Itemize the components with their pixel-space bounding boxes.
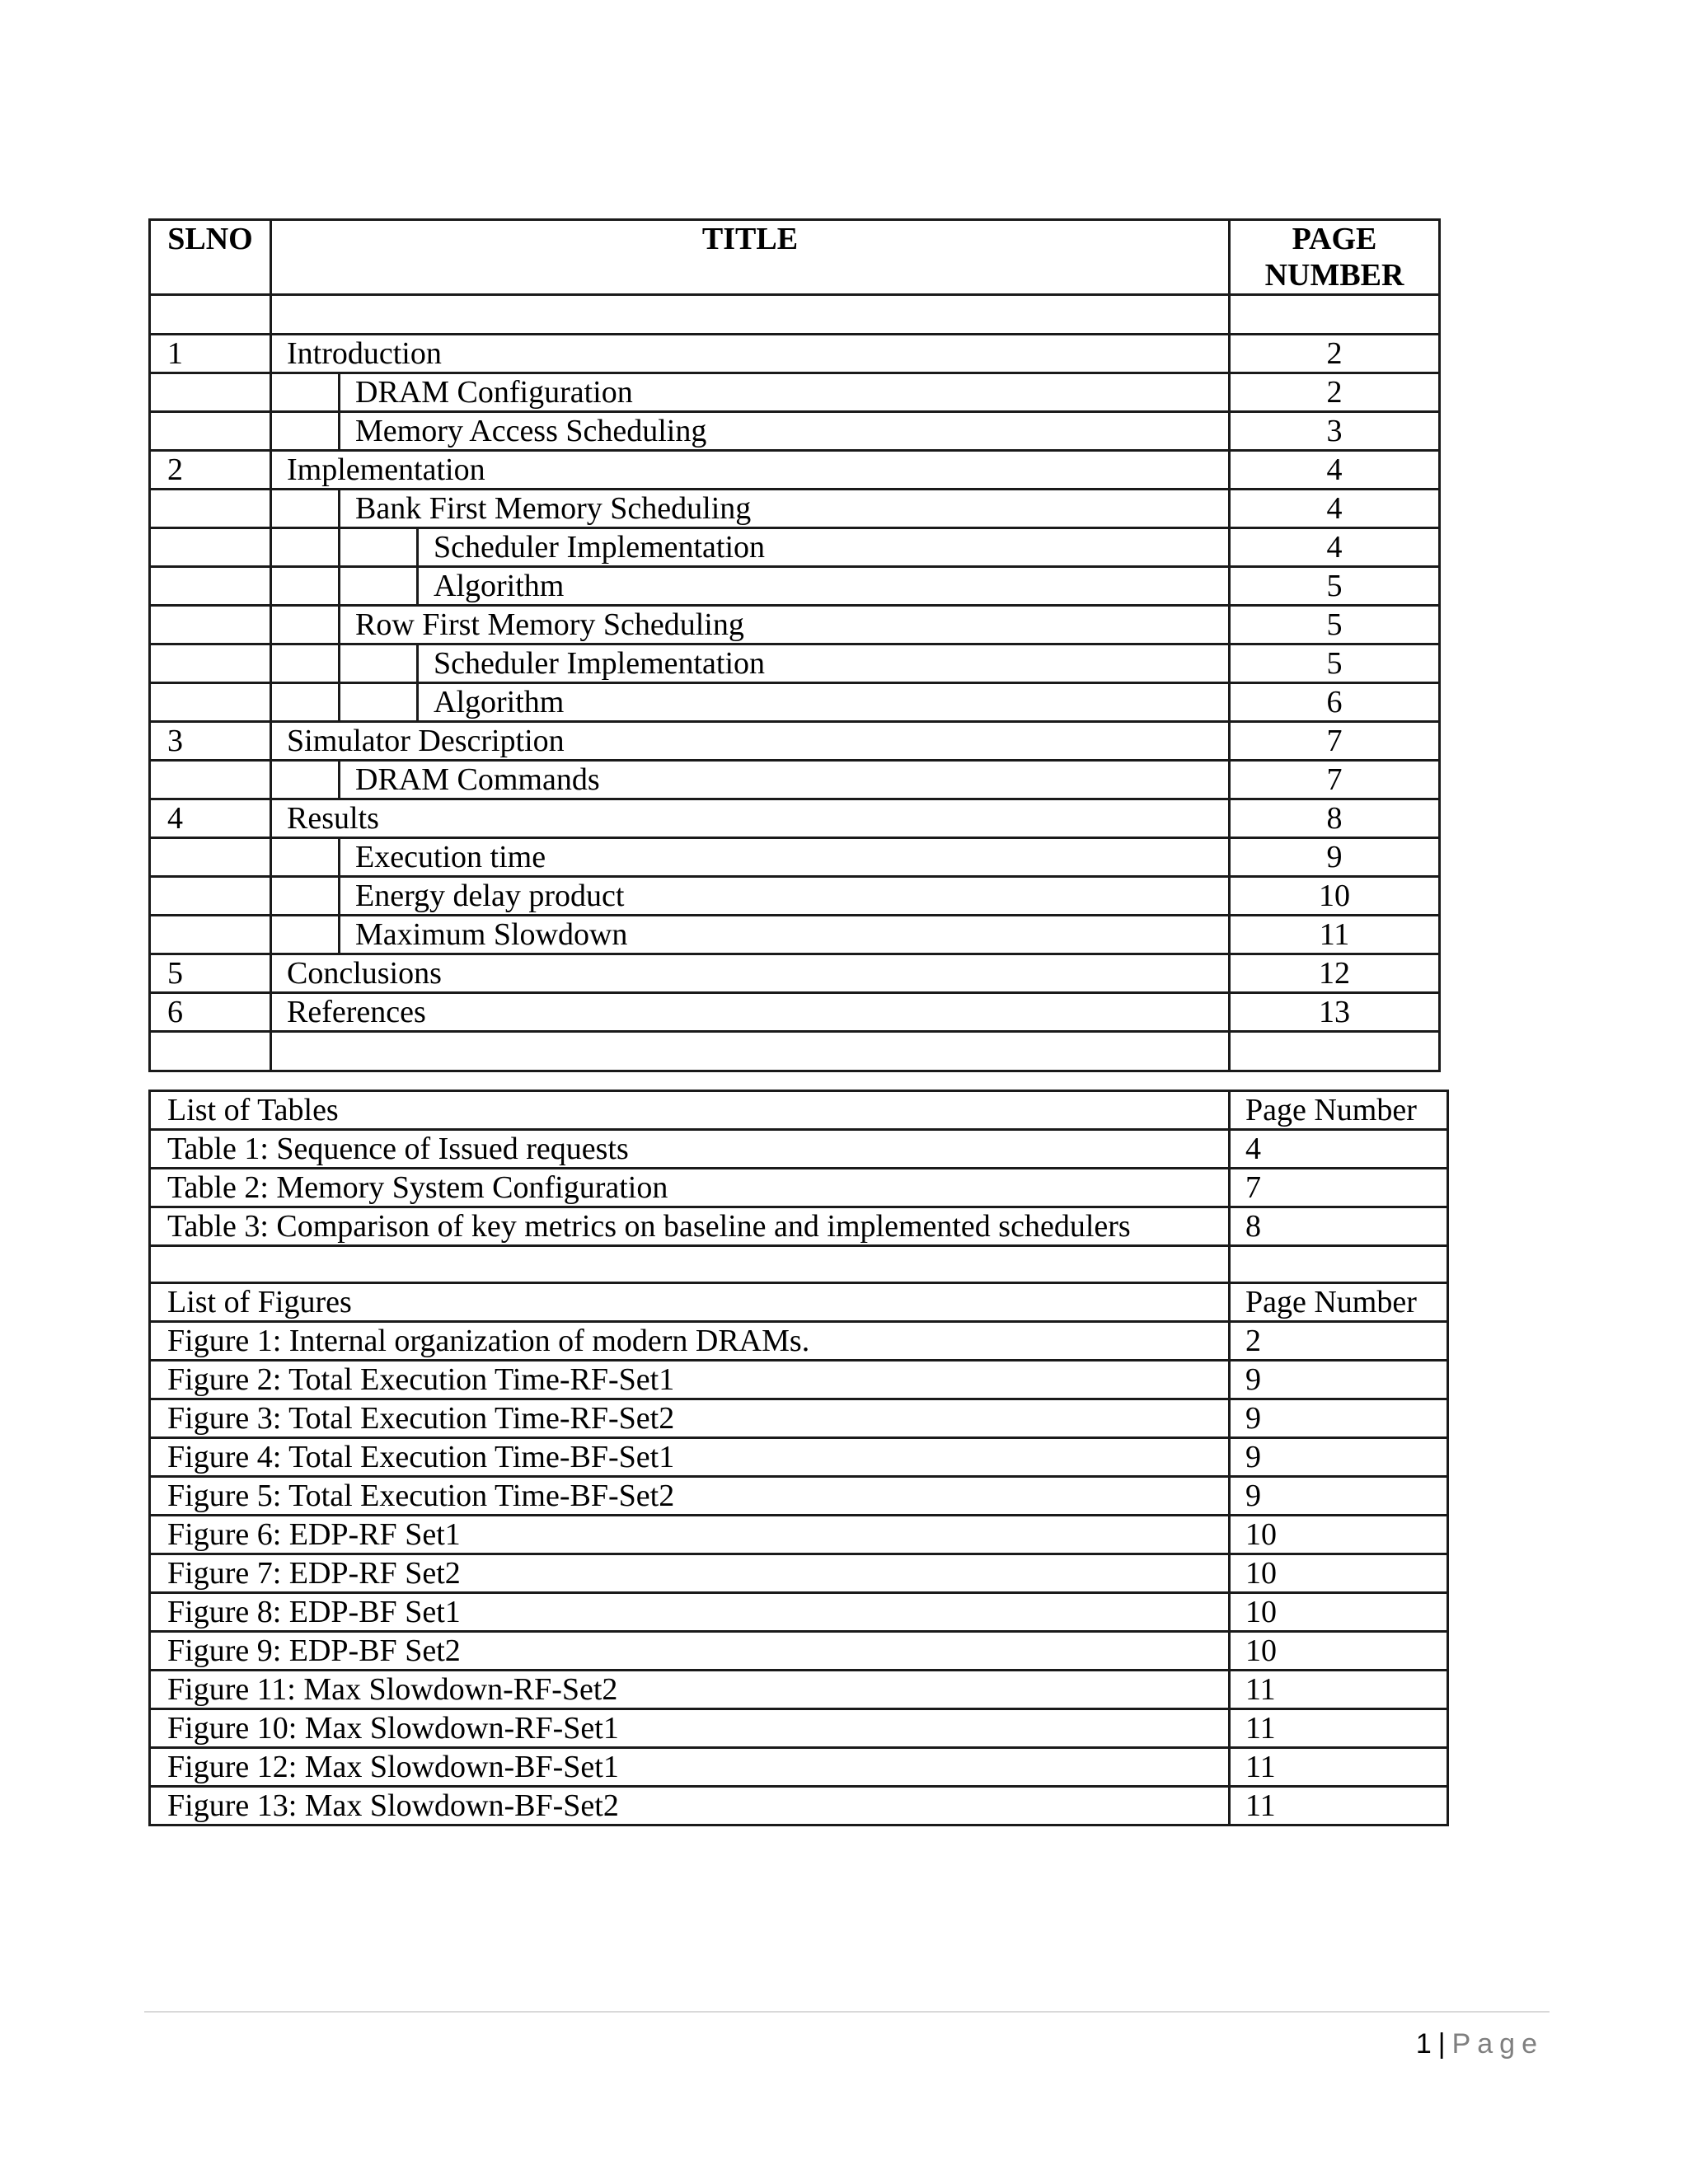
list-item-page: 11 — [1230, 1787, 1448, 1825]
toc-entry-title: Results — [271, 799, 1230, 838]
toc-entry-title: Simulator Description — [271, 722, 1230, 761]
list-item-title: Figure 11: Max Slowdown-RF-Set2 — [150, 1671, 1230, 1709]
toc-row — [150, 451, 1440, 490]
list-item-page: 9 — [1230, 1438, 1448, 1477]
toc-indent-cell — [271, 916, 340, 954]
toc-indent-cell — [271, 644, 340, 683]
toc-indent-cell — [271, 761, 340, 799]
list-item-page: 9 — [1230, 1361, 1448, 1399]
list-item-title: Figure 9: EDP-BF Set2 — [150, 1632, 1230, 1671]
page-footer — [1416, 2011, 1544, 2069]
toc-entry-title: Algorithm — [418, 683, 1230, 722]
list-item-title: Figure 8: EDP-BF Set1 — [150, 1593, 1230, 1632]
toc-entry-title: Implementation — [271, 451, 1230, 490]
toc-page-number: 13 — [1230, 993, 1440, 1032]
list-item-title: Figure 12: Max Slowdown-BF-Set1 — [150, 1748, 1230, 1787]
toc-indent-cell — [340, 528, 418, 567]
list-item-page: 9 — [1230, 1399, 1448, 1438]
toc-row — [150, 993, 1440, 1032]
list-item-page: 8 — [1230, 1207, 1448, 1246]
list-item-title: Figure 10: Max Slowdown-RF-Set1 — [150, 1709, 1230, 1748]
list-item-page: 11 — [1230, 1709, 1448, 1748]
toc-entry-title: Energy delay product — [340, 877, 1230, 916]
toc-entry-title: DRAM Configuration — [340, 373, 1230, 412]
list-item-page: 10 — [1230, 1554, 1448, 1593]
toc-row — [150, 567, 1440, 606]
toc-page-number: 8 — [1230, 799, 1440, 838]
title-header: TITLE — [271, 220, 1230, 295]
list-item-title: Figure 4: Total Execution Time-BF-Set1 — [150, 1438, 1230, 1477]
toc-section-number — [150, 528, 271, 567]
list-item-title: Figure 13: Max Slowdown-BF-Set2 — [150, 1787, 1230, 1825]
toc-row — [150, 683, 1440, 722]
toc-page-number: 6 — [1230, 683, 1440, 722]
tables-page-number-header: Page Number — [1230, 1091, 1448, 1130]
list-of-tables-header-row — [150, 1091, 1448, 1130]
list-item-title: Table 3: Comparison of key metrics on baseline and implemented schedulers — [150, 1207, 1230, 1246]
list-item — [150, 1632, 1448, 1671]
blank-row — [150, 1246, 1448, 1283]
list-item — [150, 1787, 1448, 1825]
list-item-page: 9 — [1230, 1477, 1448, 1516]
toc-page-number: 5 — [1230, 644, 1440, 683]
toc-page-number: 4 — [1230, 490, 1440, 528]
toc-indent-cell — [271, 683, 340, 722]
toc-section-number: 6 — [150, 993, 271, 1032]
spacer — [150, 1246, 1448, 1283]
list-item-page: 10 — [1230, 1593, 1448, 1632]
toc-section-number — [150, 877, 271, 916]
list-item-page: 11 — [1230, 1671, 1448, 1709]
list-of-figures-header-row — [150, 1283, 1448, 1322]
toc-section-number: 3 — [150, 722, 271, 761]
toc-section-number — [150, 683, 271, 722]
list-item — [150, 1130, 1448, 1169]
footer-separator: | — [1437, 2028, 1446, 2060]
toc-row — [150, 761, 1440, 799]
toc-row — [150, 335, 1440, 373]
toc-entry-title: Scheduler Implementation — [418, 644, 1230, 683]
toc-page-number: 12 — [1230, 954, 1440, 993]
toc-row — [150, 877, 1440, 916]
toc-page-number: 9 — [1230, 838, 1440, 877]
toc-section-number: 2 — [150, 451, 271, 490]
toc-section-number — [150, 373, 271, 412]
toc-indent-cell — [271, 567, 340, 606]
toc-row — [150, 954, 1440, 993]
toc-section-number — [150, 567, 271, 606]
page-number: 1 — [1415, 2028, 1432, 2060]
list-of-figures — [150, 1283, 1448, 1825]
list-item — [150, 1748, 1448, 1787]
toc-section-number: 5 — [150, 954, 271, 993]
toc-page-number: 7 — [1230, 722, 1440, 761]
toc-page-number: 10 — [1230, 877, 1440, 916]
toc-entry-title: Maximum Slowdown — [340, 916, 1230, 954]
blank-row — [150, 295, 1440, 335]
list-item-page: 7 — [1230, 1169, 1448, 1207]
footer-divider — [144, 2011, 1550, 2013]
toc-indent-cell — [271, 528, 340, 567]
toc-entry-title: Scheduler Implementation — [418, 528, 1230, 567]
toc-section-number — [150, 838, 271, 877]
toc-page-number: 2 — [1230, 373, 1440, 412]
list-item — [150, 1438, 1448, 1477]
list-item-title: Figure 6: EDP-RF Set1 — [150, 1516, 1230, 1554]
toc-entry-title: Execution time — [340, 838, 1230, 877]
toc-row — [150, 606, 1440, 644]
toc-indent-cell — [340, 683, 418, 722]
slno-header: SLNO — [150, 220, 271, 295]
toc-row — [150, 838, 1440, 877]
list-item-title: Figure 3: Total Execution Time-RF-Set2 — [150, 1399, 1230, 1438]
list-item-title: Figure 7: EDP-RF Set2 — [150, 1554, 1230, 1593]
figures-page-number-header: Page Number — [1230, 1283, 1448, 1322]
toc-row — [150, 528, 1440, 567]
toc-page-number: 7 — [1230, 761, 1440, 799]
blank-row — [150, 1032, 1440, 1071]
toc-section-number — [150, 490, 271, 528]
toc-entry-title: Conclusions — [271, 954, 1230, 993]
list-item — [150, 1709, 1448, 1748]
toc-row — [150, 490, 1440, 528]
toc-page-number: 4 — [1230, 528, 1440, 567]
list-item — [150, 1322, 1448, 1361]
toc-page-number: 3 — [1230, 412, 1440, 451]
list-item-title: Figure 5: Total Execution Time-BF-Set2 — [150, 1477, 1230, 1516]
page-label: Page — [1451, 2028, 1544, 2060]
list-item — [150, 1361, 1448, 1399]
list-item-page: 2 — [1230, 1322, 1448, 1361]
toc-indent-cell — [271, 838, 340, 877]
toc-page-number: 5 — [1230, 567, 1440, 606]
list-item — [150, 1516, 1448, 1554]
list-of-figures-header: List of Figures — [150, 1283, 1230, 1322]
toc-row — [150, 373, 1440, 412]
list-item-title: Table 2: Memory System Configuration — [150, 1169, 1230, 1207]
toc-row — [150, 722, 1440, 761]
toc-page-number: 4 — [1230, 451, 1440, 490]
toc-indent-cell — [340, 644, 418, 683]
list-item-title: Table 1: Sequence of Issued requests — [150, 1130, 1230, 1169]
list-item-page: 10 — [1230, 1632, 1448, 1671]
toc-page-number: 5 — [1230, 606, 1440, 644]
toc-row — [150, 799, 1440, 838]
toc-section-number — [150, 916, 271, 954]
toc-entry-title: References — [271, 993, 1230, 1032]
list-of-tables-header: List of Tables — [150, 1091, 1230, 1130]
toc-entry-title: Row First Memory Scheduling — [340, 606, 1230, 644]
toc-section-number — [150, 412, 271, 451]
toc-section-number — [150, 761, 271, 799]
lists-of-tables-and-figures — [148, 1090, 1449, 1826]
table-of-contents — [148, 218, 1441, 1072]
toc-entry-title: DRAM Commands — [340, 761, 1230, 799]
toc-row — [150, 412, 1440, 451]
toc-section-number: 4 — [150, 799, 271, 838]
page-number-header: PAGE NUMBER — [1230, 220, 1440, 295]
list-of-tables — [150, 1091, 1448, 1246]
list-item — [150, 1593, 1448, 1632]
toc-row — [150, 644, 1440, 683]
toc-indent-cell — [340, 567, 418, 606]
list-item — [150, 1207, 1448, 1246]
list-item-title: Figure 1: Internal organization of modern DRAMs. — [150, 1322, 1230, 1361]
list-item — [150, 1169, 1448, 1207]
toc-entry-title: Introduction — [271, 335, 1230, 373]
toc-indent-cell — [271, 606, 340, 644]
list-item — [150, 1671, 1448, 1709]
list-item-page: 10 — [1230, 1516, 1448, 1554]
list-item — [150, 1554, 1448, 1593]
toc-page-number: 2 — [1230, 335, 1440, 373]
toc-entry-title: Algorithm — [418, 567, 1230, 606]
toc-section-number — [150, 606, 271, 644]
toc-section-number — [150, 644, 271, 683]
toc-indent-cell — [271, 373, 340, 412]
toc-row — [150, 916, 1440, 954]
toc-indent-cell — [271, 877, 340, 916]
toc-section-number: 1 — [150, 335, 271, 373]
list-item — [150, 1477, 1448, 1516]
toc-indent-cell — [271, 412, 340, 451]
toc-body — [150, 295, 1440, 1071]
toc-indent-cell — [271, 490, 340, 528]
list-item — [150, 1399, 1448, 1438]
list-item-page: 11 — [1230, 1748, 1448, 1787]
toc-page-number: 11 — [1230, 916, 1440, 954]
toc-entry-title: Memory Access Scheduling — [340, 412, 1230, 451]
list-item-title: Figure 2: Total Execution Time-RF-Set1 — [150, 1361, 1230, 1399]
list-item-page: 4 — [1230, 1130, 1448, 1169]
toc-entry-title: Bank First Memory Scheduling — [340, 490, 1230, 528]
